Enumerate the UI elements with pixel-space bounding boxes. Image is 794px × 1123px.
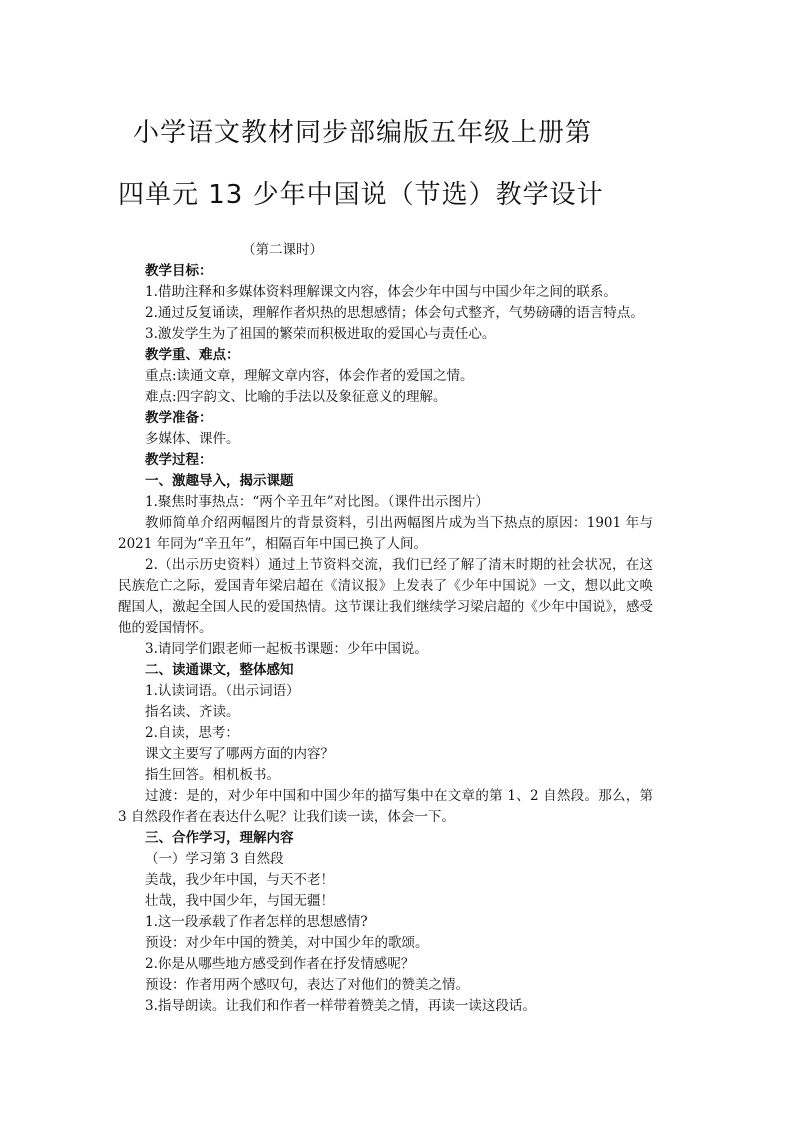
section-2-item-1b: 指名读、齐读。	[145, 704, 240, 720]
section-2-item-2b: 课文主要写了哪两方面的内容？	[145, 746, 334, 762]
goal-item: 3.激发学生为了祖国的繁荣而积极进取的爱国心与责任心。	[145, 326, 496, 342]
section-2-heading: 二、读通课文，整体感知	[145, 662, 294, 678]
section-3-quote-2: 壮哉，我中国少年，与国无疆！	[145, 893, 334, 909]
difficulty-text: 难点:四字韵文、比喻的手法以及象征意义的理解。	[145, 389, 447, 405]
section-1-item-3: 3.请同学们跟老师一起板书课题：少年中国说。	[145, 641, 428, 657]
section-1-paragraph-1: 教师简单介绍两幅图片的背景资料，引出两幅图片成为当下热点的原因：1901 年与 2021 年同为“辛丑年”，相隔百年中国已换了人间。	[118, 515, 653, 552]
keypoint-text: 重点:读通文章，理解文章内容，体会作者的爱国之情。	[145, 368, 474, 384]
section-3-question-1: 1.这一段承载了作者怎样的思想感情?	[145, 914, 368, 930]
section-3-subheading: （一）学习第 3 自然段	[145, 851, 284, 867]
section-2-item-2: 2.自读，思考：	[145, 725, 239, 741]
section-1-item-1: 1.聚焦时事热点：“两个辛丑年”对比图。（课件出示图片）	[145, 494, 489, 510]
section-2-item-1: 1.认读词语。（出示词语）	[145, 683, 300, 699]
section-3-heading: 三、合作学习，理解内容	[145, 830, 294, 846]
section-3-question-3: 3.指导朗读。让我们和作者一样带着赞美之情，再读一读这段话。	[145, 998, 536, 1014]
section-2-paragraph: 过渡：是的，对少年中国和中国少年的描写集中在文章的第 1、2 自然段。那么，第 3 自然段作者在表达什么呢？让我们读一读，体会一下。	[118, 788, 653, 825]
goal-item: 1.借助注释和多媒体资料理解课文内容，体会少年中国与中国少年之间的联系。	[145, 284, 617, 300]
section-1-paragraph-2: 2.（出示历史资料）通过上节资料交流，我们已经了解了清末时期的社会状况，在这民族危亡之际，爱国青年梁启超在《清议报》上发表了《少年中国说》一文，想以此文唤醒国人，激起全国人民的爱国热情。这节课让我们继续学习梁启超的《少年中国说》，感受他的爱国情怀。	[118, 557, 653, 636]
section-3-answer-2: 预设：作者用两个感叹句，表达了对他们的赞美之情。	[145, 977, 469, 993]
prep-text: 多媒体、课件。	[145, 431, 240, 447]
section-3-answer-1: 预设：对少年中国的赞美，对中国少年的歌颂。	[145, 935, 429, 951]
keypoints-heading: 教学重、难点：	[145, 347, 240, 363]
prep-heading: 教学准备：	[145, 410, 213, 426]
section-3-quote-1: 美哉，我少年中国，与天不老！	[145, 872, 334, 888]
document-body	[118, 240, 653, 1017]
document-title-line-2: 四单元 13 少年中国说（节选）教学设计	[118, 180, 604, 210]
goals-heading: 教学目标：	[145, 263, 213, 279]
section-3-question-2: 2.你是从哪些地方感受到作者在抒发情感呢？	[145, 956, 415, 972]
goal-item: 2.通过反复诵读，理解作者炽热的思想感情；体会句式整齐，气势磅礴的语言特点。	[145, 305, 644, 321]
document-title-line-1: 小学语文教材同步部编版五年级上册第	[133, 118, 593, 148]
section-1-heading: 一、激趣导入，揭示课题	[145, 473, 294, 489]
process-heading: 教学过程：	[145, 452, 213, 468]
lesson-subtitle: （第二课时）	[242, 242, 323, 258]
section-2-item-2c: 指生回答。相机板书。	[145, 767, 280, 783]
